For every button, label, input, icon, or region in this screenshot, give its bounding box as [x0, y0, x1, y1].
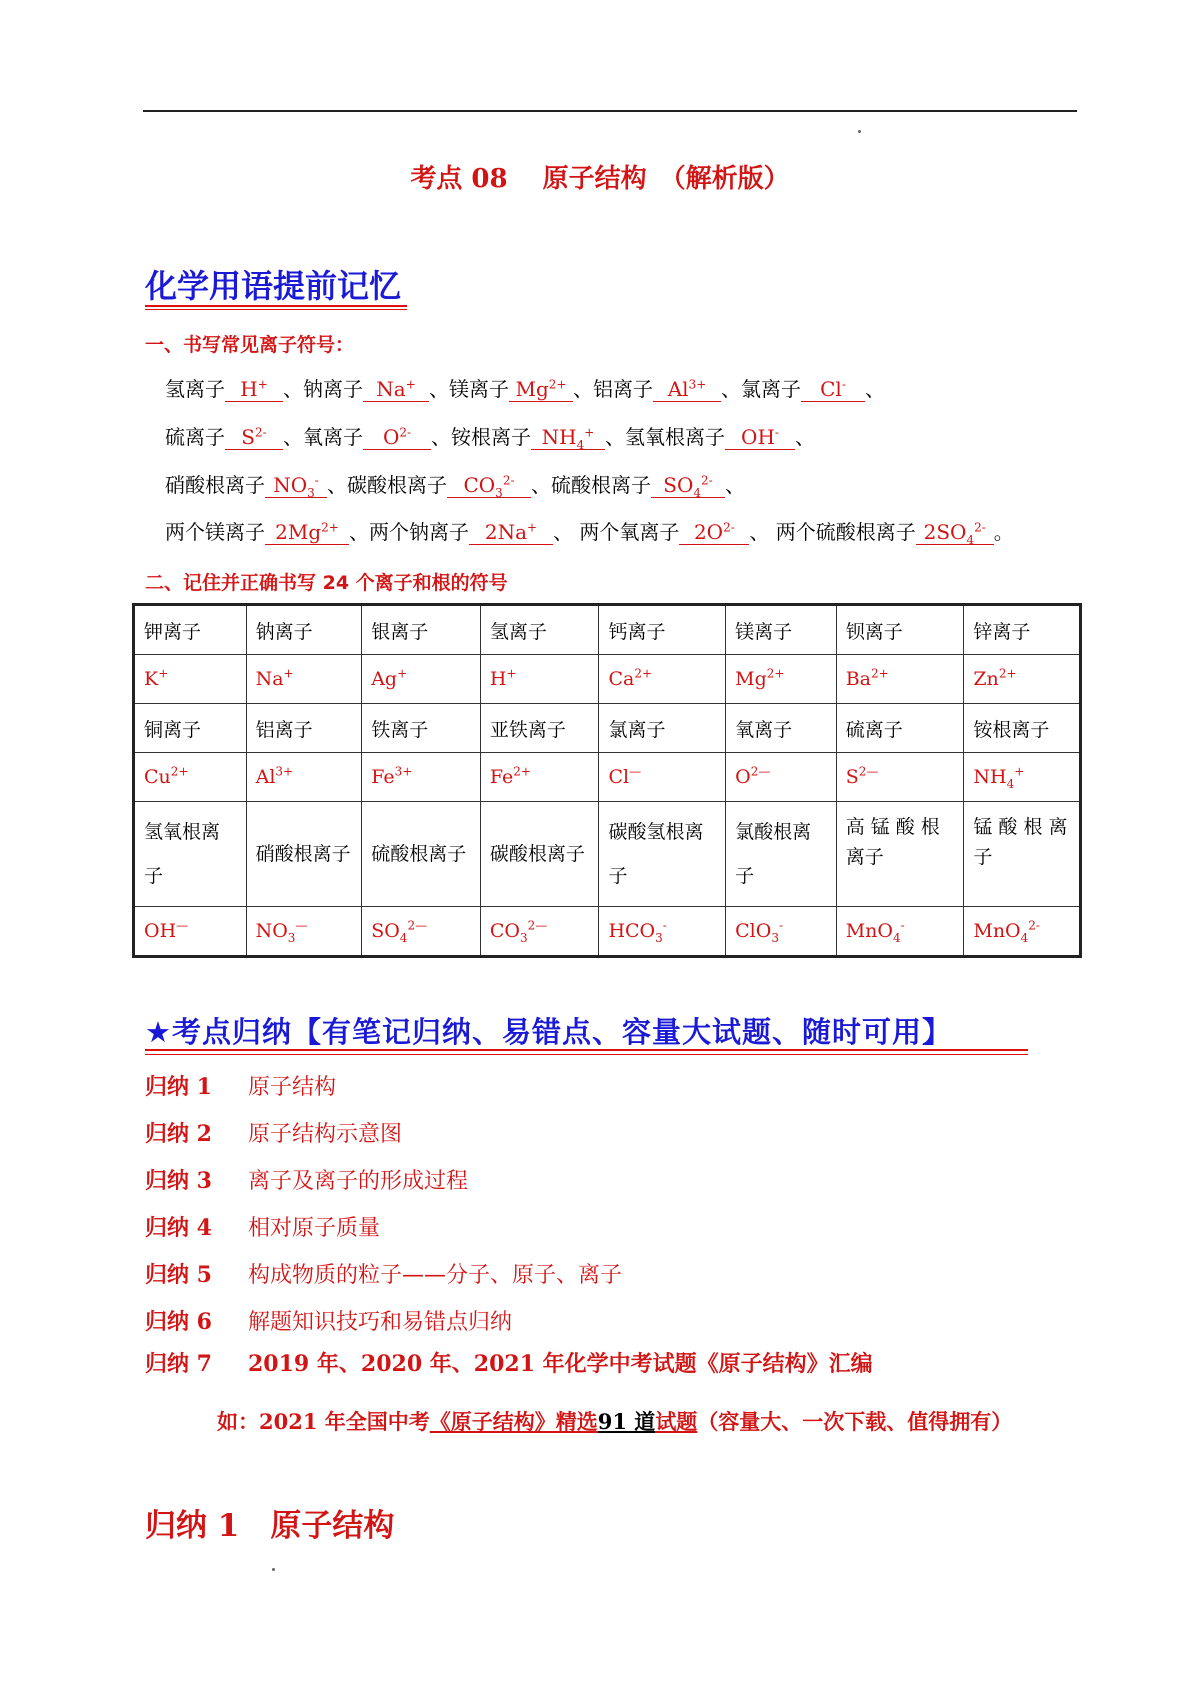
table-cell-symbol: $Zn^{2+}$	[964, 655, 1081, 704]
table-cell-name: 钙离子	[599, 605, 726, 655]
table-cell-symbol: $CO_3^{2—}$	[480, 907, 599, 957]
table-cell-name: 硫离子	[836, 704, 964, 753]
ion-line-3: 硝酸根离子 $NO_3^-$ 、碳酸根离子 $CO_3^{2-}$ 、硫酸根离子 $SO_4^{2-}$ 、	[165, 473, 745, 500]
table-cell-name: 亚铁离子	[480, 704, 599, 753]
scan-dot	[858, 130, 861, 133]
table-cell-symbol: MnO$_4^{2-}$	[964, 907, 1081, 957]
summary-item-1: 归纳 1 原子结构	[145, 1074, 337, 1100]
table-cell-symbol: $O^{2—}$	[726, 753, 837, 802]
table-cell-name: 碳酸根离子	[480, 802, 599, 907]
label-chlorine: 、氯离子	[721, 377, 801, 401]
summary-heading-underline	[145, 1049, 1028, 1051]
label-sodium: 、钠离子	[283, 377, 363, 401]
table-cell-name: 氯离子	[599, 704, 726, 753]
answer-ammonium: $NH_4^+$	[531, 425, 605, 450]
table-cell-name: 氧离子	[726, 704, 837, 753]
summary-item-2: 归纳 2 原子结构示意图	[145, 1121, 403, 1147]
label-aluminum: 、铝离子	[573, 377, 653, 401]
promo-link[interactable]: 《原子结构》精选	[429, 1409, 598, 1434]
table-cell-name: 氢氧根离子	[134, 802, 247, 907]
label-carbonate: 、碳酸根离子	[327, 473, 447, 497]
label-magnesium: 、镁离子	[429, 377, 509, 401]
table-cell-name: 锌离子	[964, 605, 1081, 655]
header-rule	[143, 110, 1077, 112]
table-cell-name: 镁离子	[726, 605, 837, 655]
section-heading: 归纳 1 原子结构	[145, 1508, 395, 1544]
table-row-names-3	[134, 802, 1081, 907]
label-oxygen: 、氧离子	[283, 425, 363, 449]
table-cell-symbol: $Fe^{3+}$	[362, 753, 481, 802]
table-cell-name: 铵根离子	[964, 704, 1081, 753]
table-cell-symbol: $NH_4^+$	[964, 753, 1081, 802]
section1-title: 一、书写常见离子符号：	[145, 334, 355, 356]
table-row-symbols-3	[134, 907, 1081, 957]
table-cell-name: 钡离子	[836, 605, 964, 655]
table-cell-symbol: Na+	[246, 655, 362, 704]
table-row-names-2	[134, 704, 1081, 753]
table-cell-name: 氯酸根离子	[726, 802, 837, 907]
answer-oxygen: $O^{2-}$	[363, 425, 431, 450]
table-cell-symbol: ClO$_3$-	[726, 907, 837, 957]
table-cell-name: 银离子	[362, 605, 481, 655]
table-cell-symbol: $SO_4^{2—}$	[362, 907, 481, 957]
table-cell-symbol: H+	[480, 655, 599, 704]
table-cell-symbol: $Ca^{2+}$	[599, 655, 726, 704]
label-sulfur: 硫离子	[165, 425, 225, 449]
table-cell-name: 碳酸氢根离子	[599, 802, 726, 907]
table-cell-symbol: MnO$_4$-	[836, 907, 964, 957]
label-ammonium: 、铵根离子	[431, 425, 531, 449]
ion-line-1: 氢离子 H+ 、钠离子 Na+ 、镁离子 $Mg^{2+}$ 、铝离子 $Al^{3+}$ 、氯离子 Cl- 、	[165, 377, 885, 401]
table-cell-symbol: Ag+	[362, 655, 481, 704]
table-cell-symbol: K+	[134, 655, 247, 704]
answer-sodium: Na+	[363, 377, 429, 402]
answer-carbonate: $CO_3^{2-}$	[447, 473, 531, 498]
ion-line-4: 两个镁离子 $2Mg^{2+}$ 、两个钠离子 2Na+ 、 两个氧离子 $2O^{2-}$ 、 两个硫酸根离子 $2SO_4^{2-}$ 。	[165, 520, 1014, 547]
answer-magnesium: $Mg^{2+}$	[509, 377, 573, 402]
table-cell-symbol: $Cu^{2+}$	[134, 753, 247, 802]
answer-aluminum: $Al^{3+}$	[653, 377, 721, 402]
table-cell-name: 铁离子	[362, 704, 481, 753]
answer-two-na: 2Na+	[469, 520, 553, 545]
answer-sulfate: $SO_4^{2-}$	[651, 473, 725, 498]
label-hydroxide: 、氢氧根离子	[605, 425, 725, 449]
table-cell-symbol: $Mg^{2+}$	[726, 655, 837, 704]
table-cell-symbol: $Al^{3+}$	[246, 753, 362, 802]
section2-title: 二、记住并正确书写 24 个离子和根的符号	[145, 572, 508, 594]
table-cell-name: 硫酸根离子	[362, 802, 481, 907]
answer-two-mg: $2Mg^{2+}$	[265, 520, 349, 545]
label-two-mg: 两个镁离子	[165, 520, 265, 544]
scan-dot	[272, 1568, 275, 1571]
answer-hydrogen: H+	[225, 377, 283, 402]
answer-sulfur: $S^{2-}$	[225, 425, 283, 450]
memory-heading-underline-thin	[145, 309, 407, 310]
label-two-so4: 、 两个硫酸根离子	[749, 520, 916, 544]
table-cell-name: 铜离子	[134, 704, 247, 753]
table-cell-symbol: $Ba^{2+}$	[836, 655, 964, 704]
summary-item-3: 归纳 3 离子及离子的形成过程	[145, 1168, 469, 1194]
table-row-symbols-1	[134, 655, 1081, 704]
label-nitrate: 硝酸根离子	[165, 473, 265, 497]
table-cell-name: 钾离子	[134, 605, 247, 655]
answer-two-o: $2O^{2-}$	[679, 520, 749, 545]
table-cell-symbol: $NO_3^—$	[246, 907, 362, 957]
label-hydrogen: 氢离子	[165, 377, 225, 401]
summary-item-7: 归纳 7 2019 年、2020 年、2021 年化学中考试题《原子结构》汇编	[145, 1351, 873, 1377]
answer-two-so4: $2SO_4^{2-}$	[916, 520, 994, 545]
table-cell-name: 钠离子	[246, 605, 362, 655]
ion-symbol-table	[132, 603, 1082, 958]
label-two-o: 、 两个氧离子	[553, 520, 680, 544]
table-row-symbols-2	[134, 753, 1081, 802]
label-sulfate: 、硫酸根离子	[531, 473, 651, 497]
label-two-na: 、两个钠离子	[349, 520, 469, 544]
ion-line-2: 硫离子 $S^{2-}$ 、氧离子 $O^{2-}$ 、铵根离子 $NH_4^+$ 、氢氧根离子 OH- 、	[165, 425, 815, 452]
summary-item-6: 归纳 6 解题知识技巧和易错点归纳	[145, 1309, 513, 1335]
summary-item-5: 归纳 5 构成物质的粒子——分子、原子、离子	[145, 1262, 623, 1288]
table-cell-name: 锰 酸 根 离 子	[964, 802, 1081, 907]
answer-chlorine: Cl-	[801, 377, 865, 402]
table-cell-symbol: OH—	[134, 907, 247, 957]
table-cell-symbol: $HCO_3^-$	[599, 907, 726, 957]
table-cell-name: 铝离子	[246, 704, 362, 753]
table-row-names-1	[134, 605, 1081, 655]
summary-heading-underline-thin	[145, 1054, 1028, 1055]
memory-heading-underline	[145, 305, 407, 307]
table-cell-name: 硝酸根离子	[246, 802, 362, 907]
answer-hydroxide: OH-	[725, 425, 795, 450]
memory-heading: 化学用语提前记忆	[145, 267, 402, 305]
promo-paragraph: 如：2021 年全国中考《原子结构》精选91 道试题（容量大、一次下载、值得拥有）	[217, 1409, 1013, 1434]
table-cell-name: 高 锰 酸 根 离子	[836, 802, 964, 907]
table-cell-name: 氢离子	[480, 605, 599, 655]
table-cell-symbol: Cl—	[599, 753, 726, 802]
summary-item-4: 归纳 4 相对原子质量	[145, 1215, 381, 1241]
summary-heading: ★考点归纳【有笔记归纳、易错点、容量大试题、随时可用】	[145, 1015, 952, 1049]
table-cell-symbol: $Fe^{2+}$	[480, 753, 599, 802]
answer-nitrate: $NO_3^-$	[265, 473, 327, 498]
table-cell-symbol: $S^{2—}$	[836, 753, 964, 802]
page-title: 考点 08 原子结构 （解析版）	[410, 164, 790, 194]
